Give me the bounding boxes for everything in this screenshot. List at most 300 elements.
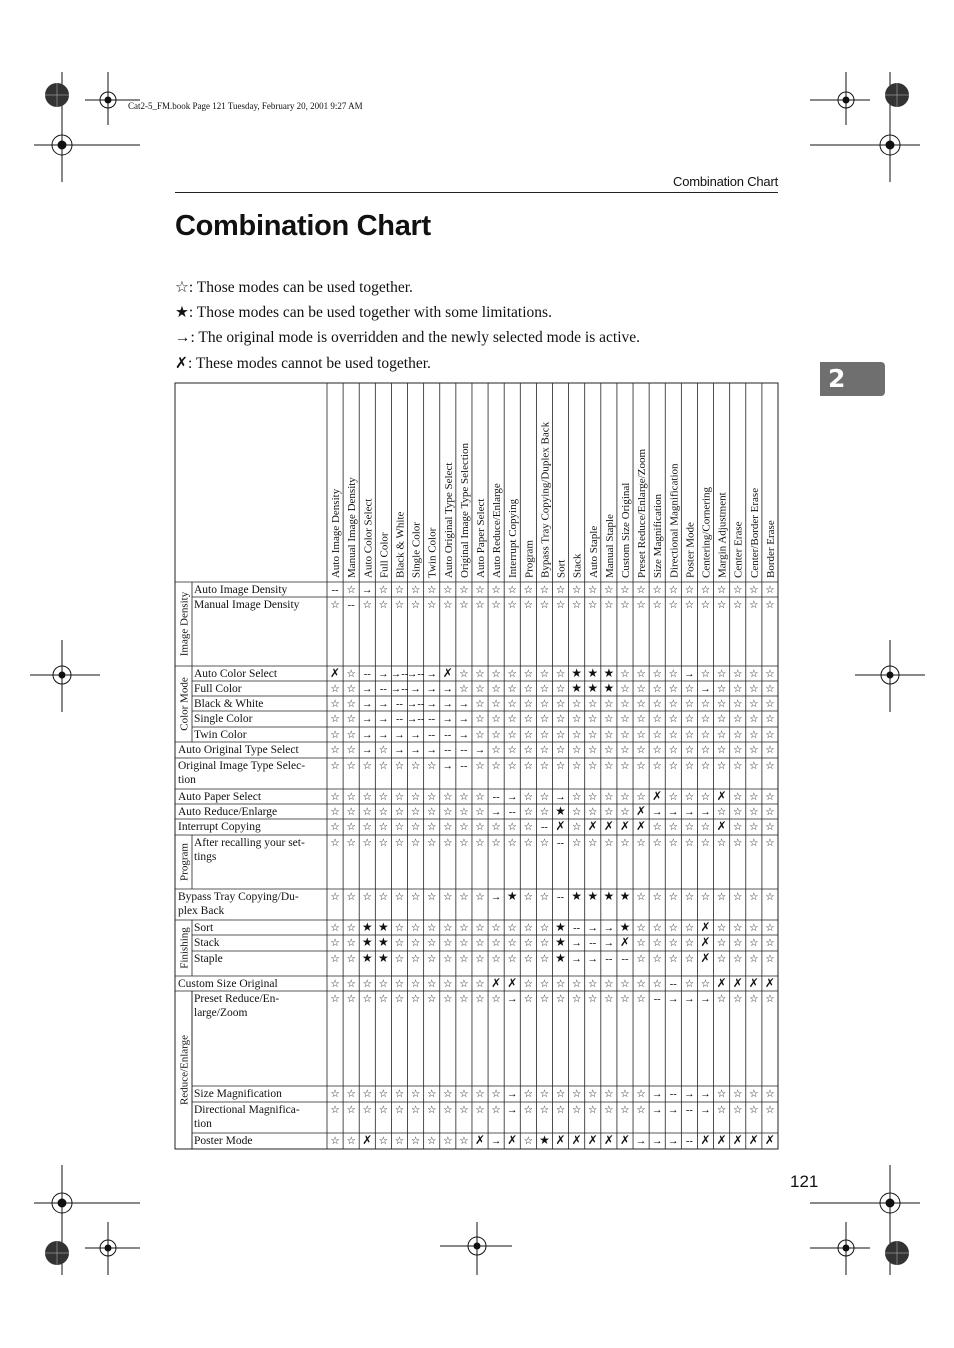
table-cell-symbol: --: [669, 979, 677, 990]
table-cell-symbol: ★: [361, 920, 373, 934]
table-cell-symbol: ☆: [652, 979, 662, 990]
table-cell-symbol: ☆: [765, 923, 775, 934]
table-cell-symbol: ☆: [716, 669, 727, 680]
table-cell-symbol: ☆: [523, 954, 534, 965]
file-info: Cat2-5_FM.book Page 121 Tuesday, February 20, 2001 9:27 AM: [128, 101, 363, 111]
table-cell-symbol: ☆: [410, 938, 421, 949]
table-cell-symbol: --: [589, 938, 597, 949]
table-cell-symbol: ☆: [684, 730, 695, 741]
table-cell-symbol: ☆: [539, 1089, 550, 1100]
row-label: Staple: [194, 953, 223, 965]
table-cell-symbol: ☆: [620, 684, 630, 695]
table-cell-symbol: →: [426, 684, 437, 695]
table-cell-symbol: ☆: [346, 807, 356, 818]
table-cell-symbol: ☆: [426, 979, 437, 990]
row-label: Auto Color Select: [194, 668, 278, 680]
table-cell-symbol: ✗: [330, 666, 341, 680]
table-cell-symbol: ✗: [619, 819, 631, 833]
table-cell-symbol: ☆: [394, 938, 405, 949]
table-cell-symbol: ✗: [619, 935, 631, 949]
table-cell-symbol: ☆: [571, 994, 582, 1005]
table-cell-symbol: →: [410, 730, 421, 741]
table-cell-symbol: ☆: [330, 892, 340, 903]
table-cell-symbol: --: [557, 892, 565, 903]
table-cell-symbol: ☆: [523, 1136, 534, 1147]
table-cell-symbol: ✗: [555, 1133, 566, 1147]
table-cell-symbol: --: [428, 714, 436, 725]
table-cell-symbol: ☆: [443, 994, 453, 1005]
table-cell-symbol: ☆: [491, 1105, 501, 1116]
table-cell-symbol: ☆: [636, 792, 646, 803]
table-cell-symbol: ☆: [652, 954, 662, 965]
table-cell-symbol: ☆: [652, 714, 662, 725]
table-cell-symbol: ☆: [346, 1105, 356, 1116]
table-cell-symbol: ☆: [571, 600, 582, 611]
column-header: Center Erase: [732, 521, 745, 578]
table-cell-symbol: ☆: [684, 954, 695, 965]
row-label: Auto Reduce/Enlarge: [178, 806, 278, 818]
table-cell-symbol: ☆: [394, 600, 405, 611]
table-cell-symbol: ☆: [716, 892, 727, 903]
table-cell-symbol: ☆: [652, 838, 662, 849]
table-cell-symbol: ☆: [330, 761, 340, 772]
table-cell-symbol: ☆: [620, 699, 630, 710]
table-cell-symbol: ☆: [426, 585, 437, 596]
table-cell-symbol: --: [605, 954, 613, 965]
table-cell-symbol: →: [362, 699, 373, 710]
table-cell-symbol: ☆: [555, 600, 566, 611]
table-cell-symbol: ☆: [636, 699, 646, 710]
table-cell-symbol: ☆: [636, 838, 646, 849]
table-cell-symbol: ☆: [410, 1105, 421, 1116]
table-cell-symbol: ☆: [765, 938, 775, 949]
table-cell-symbol: ☆: [636, 923, 646, 934]
table-cell-symbol: ☆: [426, 792, 437, 803]
table-cell-symbol: --: [460, 761, 468, 772]
table-cell-symbol: ☆: [378, 979, 389, 990]
table-cell-symbol: →: [506, 1105, 518, 1116]
table-cell-symbol: ☆: [523, 938, 534, 949]
row-label: After recalling your set-: [194, 837, 305, 849]
table-cell-symbol: ☆: [394, 1136, 405, 1147]
table-cell-symbol: →: [668, 1136, 679, 1147]
table-cell-symbol: ☆: [716, 938, 727, 949]
table-cell-symbol: ☆: [507, 761, 517, 772]
table-cell-symbol: ☆: [588, 699, 598, 710]
table-cell-symbol: →: [555, 792, 566, 803]
table-cell-symbol: ☆: [652, 745, 662, 756]
table-cell-symbol: →: [684, 669, 695, 680]
table-cell-symbol: ☆: [330, 714, 340, 725]
table-cell-symbol: ☆: [588, 994, 598, 1005]
table-cell-symbol: ☆: [539, 807, 550, 818]
table-cell-symbol: ☆: [491, 938, 501, 949]
table-cell-symbol: --: [395, 699, 403, 710]
page-title: Combination Chart: [175, 210, 431, 242]
table-cell-symbol: ☆: [733, 585, 743, 596]
table-cell-symbol: ☆: [362, 1089, 372, 1100]
table-cell-symbol: ✗: [603, 1133, 614, 1147]
table-cell-symbol: ☆: [652, 730, 662, 741]
table-cell-symbol: ★: [555, 920, 566, 934]
table-cell-symbol: ☆: [765, 600, 775, 611]
table-cell-symbol: ☆: [716, 1089, 727, 1100]
table-cell-symbol: →: [700, 994, 711, 1005]
table-cell-symbol: ☆: [475, 822, 485, 833]
table-cell-symbol: ☆: [475, 994, 485, 1005]
table-cell-symbol: ☆: [394, 1105, 405, 1116]
row-label: tings: [194, 851, 217, 863]
table-cell-symbol: ☆: [362, 822, 372, 833]
running-header: Combination Chart: [673, 174, 778, 189]
table-cell-symbol: ☆: [749, 669, 759, 680]
table-cell-symbol: ☆: [378, 822, 389, 833]
table-cell-symbol: ☆: [636, 714, 646, 725]
table-cell-symbol: ☆: [475, 1105, 485, 1116]
table-cell-symbol: --: [395, 714, 403, 725]
table-cell-symbol: ☆: [749, 585, 759, 596]
table-cell-symbol: ☆: [620, 792, 630, 803]
table-cell-symbol: ☆: [394, 923, 405, 934]
column-header: Single Color: [410, 522, 423, 578]
table-cell-symbol: ☆: [571, 699, 582, 710]
row-label: Size Magnification: [194, 1088, 282, 1100]
table-cell-symbol: ☆: [475, 938, 485, 949]
table-cell-symbol: ☆: [539, 714, 550, 725]
table-cell-symbol: ☆: [668, 938, 679, 949]
column-header: Margin Adjustment: [716, 492, 729, 578]
column-header: Preset Reduce/Enlarge/Zoom: [636, 448, 649, 578]
chapter-tab: 2: [820, 362, 885, 396]
table-cell-symbol: ☆: [459, 938, 469, 949]
table-cell-symbol: →--: [406, 699, 425, 710]
table-cell-symbol: ☆: [410, 892, 421, 903]
table-cell-symbol: ☆: [330, 938, 340, 949]
table-cell-symbol: ☆: [684, 761, 695, 772]
table-cell-symbol: ☆: [588, 1089, 598, 1100]
table-cell-symbol: ☆: [507, 923, 517, 934]
table-cell-symbol: ☆: [684, 600, 695, 611]
table-cell-symbol: ☆: [346, 822, 356, 833]
table-cell-symbol: ☆: [604, 838, 614, 849]
table-cell-symbol: ☆: [620, 994, 630, 1005]
table-cell-symbol: ☆: [491, 1089, 501, 1100]
table-cell-symbol: ☆: [346, 954, 356, 965]
table-cell-symbol: ☆: [507, 730, 517, 741]
table-cell-symbol: ☆: [475, 669, 485, 680]
table-cell-symbol: ☆: [684, 714, 695, 725]
table-cell-symbol: ☆: [410, 585, 421, 596]
legend-text: : Those modes can be used together with some limitations.: [188, 304, 552, 321]
table-cell-symbol: ☆: [491, 684, 501, 695]
table-cell-symbol: ☆: [378, 585, 389, 596]
table-cell-symbol: ☆: [555, 1105, 566, 1116]
table-cell-symbol: ☆: [588, 600, 598, 611]
table-cell-symbol: →: [651, 1089, 663, 1100]
table-cell-symbol: ☆: [749, 994, 759, 1005]
table-cell-symbol: ☆: [378, 1136, 389, 1147]
table-cell-symbol: ☆: [652, 938, 662, 949]
table-cell-symbol: ☆: [475, 761, 485, 772]
table-cell-symbol: ☆: [507, 822, 517, 833]
table-cell-symbol: ☆: [604, 807, 614, 818]
table-cell-symbol: →: [394, 745, 405, 756]
table-cell-symbol: --: [508, 807, 516, 818]
table-cell-symbol: ☆: [378, 761, 389, 772]
row-label: Single Color: [194, 713, 253, 725]
table-cell-symbol: ★: [361, 935, 373, 949]
column-header: Custom Size Original: [619, 482, 632, 578]
row-group-label: Program: [178, 843, 191, 881]
table-cell-symbol: →: [571, 938, 582, 949]
table-cell-symbol: ☆: [668, 761, 679, 772]
table-cell-symbol: ☆: [459, 994, 469, 1005]
table-cell-symbol: →: [442, 684, 454, 695]
row-label: tion: [194, 1118, 212, 1130]
table-cell-symbol: ☆: [330, 699, 340, 710]
table-cell-symbol: --: [685, 1136, 693, 1147]
table-cell-symbol: ✗: [571, 1133, 582, 1147]
table-cell-symbol: ☆: [700, 838, 711, 849]
table-cell-symbol: ☆: [684, 822, 695, 833]
table-cell-symbol: ☆: [507, 954, 517, 965]
table-cell-symbol: ☆: [749, 822, 759, 833]
table-cell-symbol: ☆: [426, 1105, 437, 1116]
table-cell-symbol: ☆: [716, 600, 727, 611]
table-cell-symbol: --: [653, 994, 661, 1005]
table-cell-symbol: ☆: [410, 923, 421, 934]
table-cell-symbol: ☆: [539, 745, 550, 756]
column-header: Manual Image Density: [346, 477, 359, 578]
table-cell-symbol: ☆: [765, 822, 775, 833]
table-cell-symbol: ☆: [491, 585, 501, 596]
table-cell-symbol: ☆: [346, 669, 356, 680]
table-cell-symbol: ☆: [443, 807, 453, 818]
table-cell-symbol: ☆: [330, 994, 340, 1005]
table-cell-symbol: ☆: [571, 1105, 582, 1116]
table-cell-symbol: ☆: [733, 838, 743, 849]
table-cell-symbol: ☆: [491, 954, 501, 965]
table-cell-symbol: ★: [571, 666, 583, 680]
star-outline-icon: ☆: [175, 279, 189, 296]
table-cell-symbol: ☆: [378, 745, 389, 756]
table-cell-symbol: ☆: [426, 954, 437, 965]
table-cell-symbol: ☆: [749, 954, 759, 965]
table-cell-symbol: --: [460, 745, 468, 756]
table-cell-symbol: ☆: [346, 994, 356, 1005]
table-cell-symbol: ★: [377, 951, 389, 965]
table-cell-symbol: ☆: [459, 923, 469, 934]
table-cell-symbol: ☆: [765, 994, 775, 1005]
table-cell-symbol: ✗: [716, 976, 727, 990]
table-cell-symbol: ☆: [523, 923, 534, 934]
table-cell-symbol: ☆: [684, 745, 695, 756]
table-cell-symbol: ☆: [668, 838, 679, 849]
table-cell-symbol: ☆: [604, 600, 614, 611]
table-cell-symbol: ☆: [604, 761, 614, 772]
table-cell-symbol: ☆: [620, 979, 630, 990]
table-cell-symbol: ☆: [362, 600, 372, 611]
table-cell-symbol: ☆: [733, 938, 743, 949]
table-cell-symbol: ☆: [555, 745, 566, 756]
table-cell-symbol: ☆: [475, 923, 485, 934]
table-cell-symbol: ☆: [443, 600, 453, 611]
row-label: Manual Image Density: [194, 599, 300, 611]
table-cell-symbol: ☆: [588, 714, 598, 725]
table-cell-symbol: ☆: [539, 979, 550, 990]
table-cell-symbol: ✗: [716, 789, 727, 803]
table-cell-symbol: ★: [506, 889, 518, 903]
table-cell-symbol: ☆: [491, 838, 501, 849]
table-cell-symbol: ✗: [748, 1133, 759, 1147]
table-cell-symbol: ☆: [523, 714, 534, 725]
table-cell-symbol: ☆: [394, 838, 405, 849]
table-cell-symbol: ☆: [539, 954, 550, 965]
table-cell-symbol: ☆: [668, 923, 679, 934]
table-cell-symbol: ☆: [491, 600, 501, 611]
table-cell-symbol: ☆: [346, 938, 356, 949]
table-cell-symbol: ☆: [716, 714, 727, 725]
table-cell-symbol: ☆: [733, 954, 743, 965]
table-cell-symbol: ★: [571, 889, 583, 903]
table-cell-symbol: ☆: [620, 600, 630, 611]
table-cell-symbol: ☆: [394, 792, 405, 803]
table-cell-symbol: ☆: [636, 994, 646, 1005]
table-cell-symbol: ☆: [426, 938, 437, 949]
table-cell-symbol: --: [363, 669, 371, 680]
table-cell-symbol: --: [428, 730, 436, 741]
table-cell-symbol: ☆: [749, 761, 759, 772]
table-cell-symbol: →: [490, 1136, 502, 1147]
table-cell-symbol: →: [668, 1105, 679, 1116]
table-cell-symbol: ☆: [443, 1089, 453, 1100]
table-cell-symbol: ☆: [475, 838, 485, 849]
table-cell-symbol: ☆: [330, 745, 340, 756]
row-label: Poster Mode: [194, 1135, 253, 1147]
row-label: Twin Color: [194, 729, 247, 741]
table-cell-symbol: ☆: [555, 585, 566, 596]
table-cell-symbol: ☆: [733, 745, 743, 756]
table-cell-symbol: ☆: [668, 954, 679, 965]
table-cell-symbol: ☆: [539, 699, 550, 710]
table-cell-symbol: ☆: [668, 669, 679, 680]
table-cell-symbol: ☆: [523, 1089, 534, 1100]
table-cell-symbol: ☆: [362, 838, 372, 849]
table-cell-symbol: ☆: [475, 714, 485, 725]
table-cell-symbol: ☆: [443, 1105, 453, 1116]
table-cell-symbol: ☆: [620, 807, 630, 818]
table-cell-symbol: ✗: [700, 935, 711, 949]
table-cell-symbol: ✗: [619, 1133, 631, 1147]
table-cell-symbol: --: [557, 838, 565, 849]
table-cell-symbol: ☆: [636, 585, 646, 596]
table-cell-symbol: ☆: [733, 600, 743, 611]
row-label: Auto Image Density: [194, 584, 288, 596]
table-cell-symbol: ☆: [346, 761, 356, 772]
table-cell-symbol: --: [492, 792, 500, 803]
table-cell-symbol: →: [426, 699, 437, 710]
column-header: Twin Color: [426, 527, 439, 578]
table-cell-symbol: ☆: [668, 600, 679, 611]
table-cell-symbol: ☆: [362, 994, 372, 1005]
table-cell-symbol: ☆: [571, 730, 582, 741]
table-cell-symbol: ☆: [378, 792, 389, 803]
arrow-right-icon: →: [175, 329, 191, 346]
table-cell-symbol: ☆: [733, 792, 743, 803]
table-cell-symbol: ☆: [571, 979, 582, 990]
table-cell-symbol: ☆: [620, 761, 630, 772]
table-cell-symbol: ☆: [459, 1136, 469, 1147]
table-cell-symbol: →: [378, 699, 389, 710]
table-cell-symbol: ☆: [716, 761, 727, 772]
table-cell-symbol: ☆: [652, 892, 662, 903]
table-cell-symbol: ☆: [765, 1105, 775, 1116]
row-group-label: Reduce/Enlarge: [178, 1034, 191, 1106]
table-cell-symbol: ☆: [426, 761, 437, 772]
table-cell-symbol: ☆: [620, 745, 630, 756]
table-cell-symbol: →--: [406, 714, 425, 725]
table-cell-symbol: ☆: [733, 1105, 743, 1116]
table-cell-symbol: ☆: [668, 745, 679, 756]
table-cell-symbol: ☆: [749, 892, 759, 903]
table-cell-symbol: ☆: [491, 923, 501, 934]
column-header: Size Magnification: [652, 493, 665, 578]
table-cell-symbol: ☆: [362, 979, 372, 990]
table-cell-symbol: ☆: [571, 585, 582, 596]
table-cell-symbol: --: [331, 585, 339, 596]
table-cell-symbol: →: [362, 745, 373, 756]
table-cell-symbol: ✗: [732, 1133, 743, 1147]
table-cell-symbol: ☆: [765, 892, 775, 903]
column-header: Original Image Type Selection: [458, 443, 471, 578]
row-label: Stack: [194, 937, 220, 949]
table-cell-symbol: ☆: [523, 699, 534, 710]
table-cell-symbol: ☆: [475, 979, 485, 990]
table-cell-symbol: ☆: [636, 684, 646, 695]
table-cell-symbol: ☆: [733, 807, 743, 818]
table-cell-symbol: ☆: [604, 994, 614, 1005]
table-cell-symbol: ☆: [330, 600, 340, 611]
table-cell-symbol: ☆: [475, 892, 485, 903]
table-cell-symbol: ☆: [765, 684, 775, 695]
table-cell-symbol: ☆: [378, 1089, 389, 1100]
table-cell-symbol: ☆: [507, 600, 517, 611]
table-cell-symbol: ☆: [620, 1105, 630, 1116]
table-cell-symbol: ☆: [523, 684, 534, 695]
table-cell-symbol: --: [444, 730, 452, 741]
table-cell-symbol: ☆: [539, 792, 550, 803]
table-cell-symbol: ☆: [346, 1089, 356, 1100]
table-cell-symbol: --: [685, 1105, 693, 1116]
table-cell-symbol: ☆: [426, 892, 437, 903]
table-cell-symbol: ☆: [330, 1105, 340, 1116]
table-cell-symbol: ✗: [507, 976, 518, 990]
table-cell-symbol: ☆: [410, 1089, 421, 1100]
table-cell-symbol: ✗: [764, 1133, 775, 1147]
table-cell-symbol: ☆: [588, 792, 598, 803]
table-cell-symbol: ☆: [443, 822, 453, 833]
table-cell-symbol: →: [458, 714, 470, 725]
column-header: Centering/Cornering: [700, 486, 713, 578]
table-cell-symbol: ☆: [571, 807, 582, 818]
table-cell-symbol: ★: [587, 681, 599, 695]
table-cell-symbol: ☆: [443, 585, 453, 596]
table-cell-symbol: --: [669, 1089, 677, 1100]
table-cell-symbol: →: [700, 1105, 711, 1116]
column-header: Auto Paper Select: [475, 498, 488, 578]
table-cell-symbol: ☆: [571, 792, 582, 803]
table-cell-symbol: ☆: [410, 979, 421, 990]
